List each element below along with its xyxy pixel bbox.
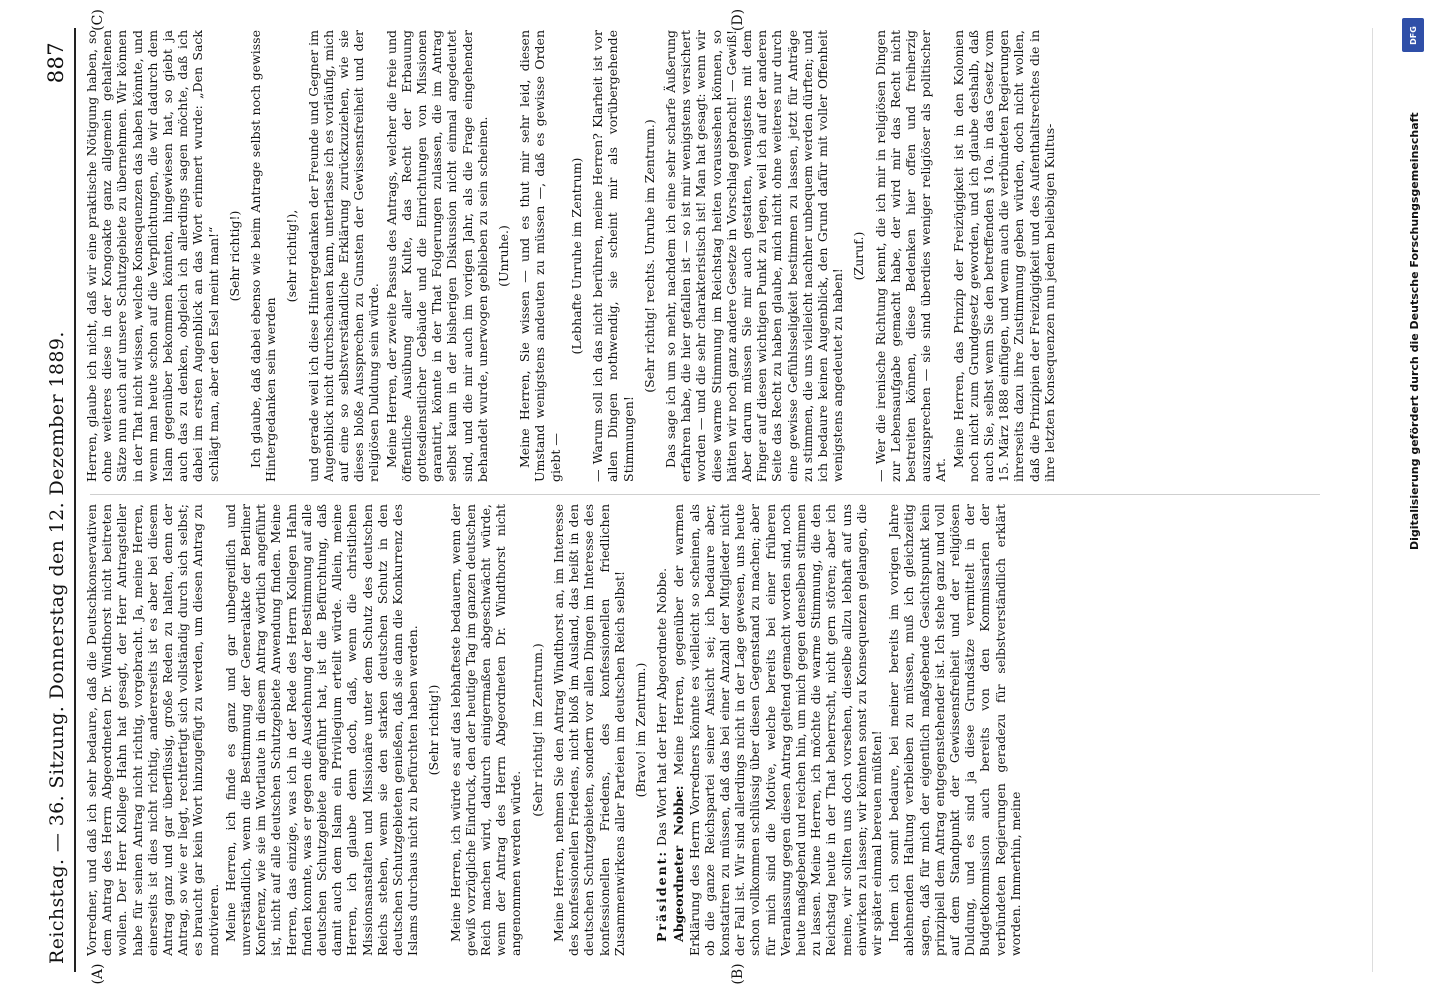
paragraph: und gerade weil ich diese Hintergedanken der Freunde und Gegner im Augenblick nicht durchschauen kann, unterlasse ich es vorläufig, mich auf eine so selbstverständliche Erklärung zurückzuziehen, wie sie dieses bloße Aussprechen zu Gunsten der Gewissensfreiheit und der religiösen Duldung sein würde. (305, 30, 382, 482)
speaker-text: Meine Herren, gegenüber der warmen Erklärung des Herrn Vorredners könnte es vielleicht so scheinen, als ob die ganze Reichspartei seiner Ansicht sei; ich bedaure aber, konstatiren zu müssen, daß das bei einer Anzahl der Mitglieder nicht der Fall ist. Wir sind allerdings nicht in der Lage gewesen, uns heute schon vollkommen schlüssig über diesen Gegenstand zu machen; aber für mich sind die Motive, welche bereits bei einer früheren Veranlassung gegen diesen Antrag geltend gemacht worden sind, noch heute maßgebend und reichen hin, um mich gegen denselben stimmen zu lassen. Meine Herren, ich möchte die warme Stimmung, die den Reichstag heute in der That beherrscht, nicht gern stören; aber ich meine, wir sollten uns doch vorsehen, dieselbe allzu lebhaft auf uns einwirken zu lassen; wir könnten sonst zu Konsequenzen gelangen, die wir später einmal bereuen müßten! (671, 504, 884, 956)
paragraph: Vorredner, und daß ich sehr bedaure, daß die Deutschkonservativen dem Antrag des Herrn Abgeordneten Dr. Windthorst nicht beitreten wollen. Der Herr Kollege Hahn hat gesagt, der Herr Antragsteller habe für seinen Antrag nicht richtig, vorgebracht. Ja, meine Herren, einerseits ist dies nicht richtig, andererseits ist es aber bei diesem Antrag ganz und gar überflüssig, große Reden zu halten, denn der Antrag, so wie er liegt, rechtfertigt sich vollständig durch sich selbst; es braucht gar kein Wort hinzugefügt zu werden, um diesen Antrag zu motivieren. (84, 504, 221, 956)
dfg-logo-text: DFG (1408, 25, 1418, 45)
margin-marker-c: (C) (90, 9, 106, 31)
paragraph: Meine Herren, Sie wissen — und es thut mir sehr leid, diesen Umstand wenigstens andeuten zu müssen —, daß es gewisse Orden giebt — (517, 30, 563, 482)
column-divider (90, 494, 1320, 495)
interjection: (Sehr richtig!) (226, 210, 242, 302)
margin-marker-b: (B) (730, 963, 746, 985)
interjection: (Zuruf.) (851, 231, 867, 281)
header-title: Reichstag. — 36. Sitzung. Donnerstag den 12. Dezember 1889. (46, 331, 68, 964)
right-column (84, 30, 1364, 482)
interjection: (Sehr richtig!) (426, 684, 442, 776)
page-number: 887 (44, 42, 68, 84)
paragraph: — Warum soll ich das nicht berühren, meine Herren? Klarheit ist vor allen Dingen nothwendig, sie scheint mir als vorübergehende Stimmungen! (590, 30, 636, 482)
margin-marker-a: (A) (90, 963, 106, 985)
running-header (40, 28, 76, 972)
paragraph: Indem ich somit bedaure, bei meiner bereits im vorigen Jahre ablehnenden Haltung verbleiben zu müssen, muß ich gleichzeitig sagen, daß für mich der eigentlich maßgebende Gesichtspunkt kein prinzipiell dem Antrag entgegenstehender ist. Ich stehe ganz und voll auf dem Standpunkt der Gewissensfreiheit und der religiösen Duldung, und es sind ja diese Grundsätze vermittelt in der Budgetkommission auch bereits von den Kommissarien der verbündeten Regierungen geradezu für selbstverständlich erklärt worden. Immerhin, meine (886, 504, 1023, 956)
paragraph: Meine Herren, ich finde es ganz und gar unbegreiflich und unverständlich, wenn die Bestimmung der Generalakte der Berliner Konferenz, wie sie im Wortlaute in diesem Antrag wörtlich angeführt ist, nicht auf alle deutschen Schutzgebiete Anwendung finden. Meine Herren, das einzige, was ich in der Rede des Herrn Kollegen Hahn finden konnte, was er gegen die Ausdehnung der Bestimmung auf alle deutschen Schutzgebiete angeführt hat, ist die Befürchtung, daß damit auch dem Islam ein Privilegium erteilt würde. Allein, meine Herren, ich glaube denn doch, daß, wenn die christlichen Missionsanstalten und Missionäre unter dem Schutz des deutschen Reichs stehen, wenn sie den starken deutschen Schutz in den deutschen Schutzgebieten genießen, daß sie dann die Konkurrenz des Islams durchaus nicht zu befürchten haben werden. (222, 504, 421, 956)
paragraph: — Wer die irenische Richtung kennt, die ich mir in religiösen Dingen zur Lebensaufgabe gemacht habe, der wird mir das Recht nicht bestreiten können, diese Bedenken hier offen und freiherzig auszusprechen — sie sind überdies weniger religiöser als politischer Art. (872, 30, 949, 482)
watermark-text: Digitalisierung gefördert durch die Deutsche Forschungsgemeinschaft (1408, 112, 1421, 550)
interjection: (Bravo! im Zentrum.) (632, 662, 648, 798)
digitization-watermark (1398, 10, 1428, 990)
paragraph: Meine Herren, ich würde es auf das lebhafteste bedauern, wenn der gewiß vorzügliche Eindruck, den der heutige Tag im ganzen deutschen Reich machen wird, dadurch einigermaßen abgeschwächt würde, wenn der Antrag des Herrn Abgeordneten Dr. Windthorst nicht angenommen werden würde. (447, 504, 524, 956)
interjection: (sehr richtig!), (284, 209, 300, 303)
paragraph: Das sage ich um so mehr, nachdem ich eine sehr scharfe Äußerung erfahren habe, die hier gefallen ist — so ist mir wenigstens versichert worden — und die sehr charakteristisch ist! Man hat gesagt: wenn wir diese warme Stimmung im Reichstag heiten voraussehen können, so hätten wir noch ganz andere Gesetze in Vorschlag gebracht! — Gewiß! Aber darum müssen Sie mir auch gestatten, wenigstens mit dem Finger auf diesen wichtigen Punkt zu legen, weil ich auf der anderen Seite das Recht zu haben glaube, mich nicht ohne weiteres nur durch eine gewisse Gefühlsseligkeit bestimmen zu lassen, jetzt für Anträge zu stimmen, die uns vielleicht nachher unbequem werden dürften; und ich bedaure keinen Augenblick, den Grund dafür mit voller Offenheit wenigstens angedeutet zu haben! (662, 30, 846, 482)
speaker-label: Abgeordneter Nobbe: (671, 785, 687, 942)
interjection: (Sehr richtig! im Zentrum.) (529, 643, 545, 817)
interjection: (Lebhafte Unruhe im Zentrum) (568, 157, 584, 355)
paragraph: Meine Herren, nehmen Sie den Antrag Windthorst an, im Interesse des konfessionellen Friedens, nicht bloß im Ausland, das heißt in den deutschen Schutzgebieten, sondern vor allen Dingen im Interesse des konfessionellen Friedens, des konfessionellen friedlichen Zusammenwirkens aller Parteien im deutschen Reich selbst! (550, 504, 627, 956)
interjection: (Sehr richtig! rechts. Unruhe im Zentrum.) (641, 119, 657, 393)
paragraph: Ich glaube, daß dabei ebenso wie beim Antrage selbst noch gewisse Hintergedanken sein werden (248, 30, 279, 482)
footer-rule (1372, 28, 1373, 972)
speaker-label: Präsident: (654, 849, 670, 942)
paragraph: Meine Herren, der zweite Passus des Antrags, welcher die freie und öffentliche Ausübung aller Kulte, das Recht der Erbauung gottesdienstlicher Gebäude und die Einrichtungen von Missionen garantirt, könnte in der That Folgerungen zulassen, die im Antrag selbst kaum in der bisherigen Diskussion nicht einmal angedeutet sind, und die mir auch im vorigen Jahr, als die Frage eingehender behandelt wurde, unerwogen geblieben zu sein scheinen. (383, 30, 490, 482)
paragraph: Herren, glaube ich nicht, daß wir eine praktische Nötigung haben, so ohne weiteres diese in der Kongoakte ganz allgemein gehaltenen Sätze nun auch auf unsere Schutzgebiete zu übernehmen. Wir können in der That nicht wissen, welche Konsequenzen das haben könnte, und wenn man heute schon auf die Verpflichtungen, die wir dadurch dem Islam gegenüber bekommen könnten, hingewiesen hat, so giebt ja auch das zu denken, obgleich ich allerdings sagen möchte, daß ich dabei im ersten Augenblick an das Wort erinnert wurde: „Den Sack schlägt man, aber den Esel meint man!“ (84, 30, 221, 482)
speaker-text: Das Wort hat der Herr Abgeordnete Nobbe. (654, 567, 670, 846)
left-column (84, 504, 1364, 956)
speaker-line (654, 504, 669, 956)
interjection: (Unruhe.) (496, 225, 512, 287)
margin-marker-d: (D) (730, 8, 746, 32)
speaker-line (671, 504, 884, 956)
paragraph: Meine Herren, das Prinzip der Freizügigkeit ist in den Kolonien noch nicht zum Grundgesetz geworden, und ich glaube deshalb, daß auch Sie, selbst wenn Sie den betreffenden § 10a. in das Gesetz vom 15. März 1888 einfügen, und wenn auch die verbündeten Regierungen ihrerseits dazu ihre Zustimmung geben würden, doch nicht wollen, daß die Prinzipien der Freizügigkeit und des Aufenthaltsrechtes die in ihre letzten Konsequenzen nun jedem beliebigen Kultus- (950, 30, 1057, 482)
